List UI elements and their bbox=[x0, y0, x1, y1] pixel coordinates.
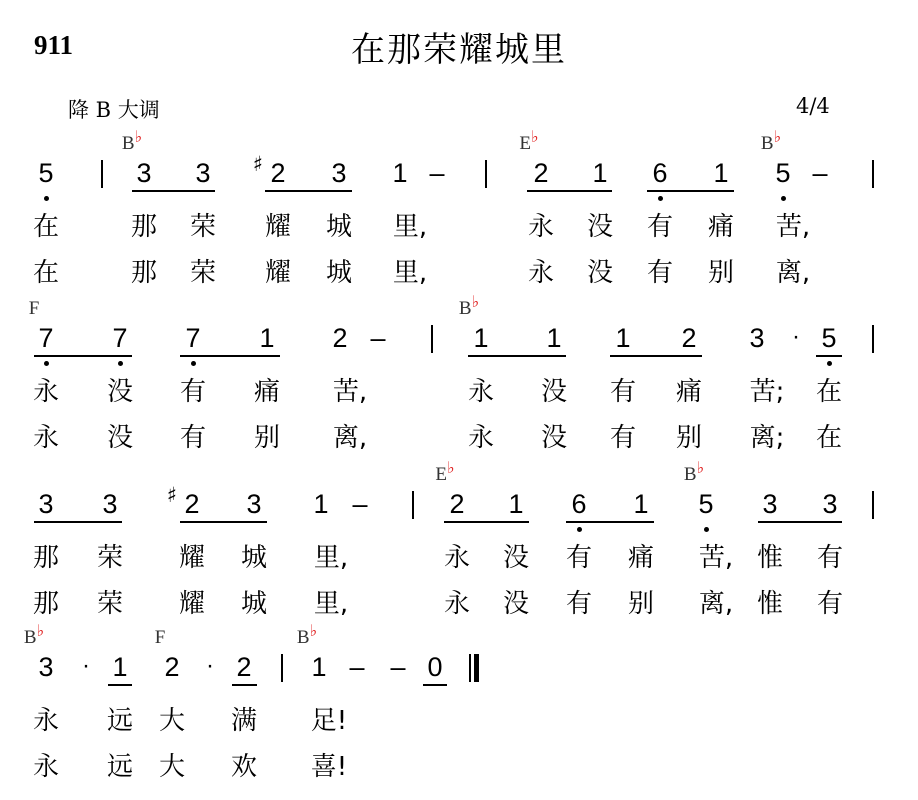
chord-root: B bbox=[23, 627, 37, 648]
lower-octave-dot bbox=[658, 196, 663, 201]
chord-symbol bbox=[435, 460, 455, 485]
beam-underline bbox=[34, 521, 122, 523]
lyric-verse-2: 没 bbox=[540, 423, 568, 453]
lyric-verse-2: 永 bbox=[32, 752, 60, 782]
chord-root: B bbox=[760, 133, 774, 154]
chord-root: B bbox=[296, 627, 310, 648]
lyric-verse-1: 永 bbox=[32, 377, 60, 407]
note: 1 bbox=[259, 323, 275, 353]
hold-dash: – bbox=[429, 158, 445, 188]
lyric-verse-2: 耀 bbox=[178, 589, 206, 619]
dotted-rhythm: · bbox=[792, 323, 800, 350]
hold-dash: – bbox=[812, 158, 828, 188]
lyric-verse-2: 有 bbox=[816, 589, 844, 619]
lyric-verse-1: 苦, bbox=[775, 212, 811, 242]
hold-dash: – bbox=[370, 323, 386, 353]
chord-symbol bbox=[121, 129, 143, 154]
bar-line bbox=[872, 160, 874, 188]
chord-root: B bbox=[458, 298, 472, 319]
chord-symbol bbox=[23, 623, 45, 648]
note: 3 bbox=[195, 158, 211, 188]
note: 3 bbox=[38, 489, 54, 519]
lyric-verse-1: 耀 bbox=[264, 212, 292, 242]
beam-underline bbox=[265, 190, 352, 192]
beam-underline bbox=[34, 355, 132, 357]
lower-octave-dot bbox=[44, 196, 49, 201]
lyric-verse-1: 苦; bbox=[749, 377, 785, 407]
note: 5 bbox=[38, 158, 54, 188]
note: 1 bbox=[713, 158, 729, 188]
lyric-verse-2: 别 bbox=[707, 258, 735, 288]
lyric-verse-1: 有 bbox=[646, 212, 674, 242]
chord-symbol bbox=[458, 294, 480, 319]
flat-sign: ♭ bbox=[531, 129, 539, 146]
lyric-verse-1: 没 bbox=[586, 212, 614, 242]
lyric-verse-2: 没 bbox=[106, 423, 134, 453]
sharp-sign: ♯ bbox=[166, 483, 178, 507]
chord-root: E bbox=[519, 133, 532, 154]
note: 7 bbox=[185, 323, 201, 353]
beam-underline bbox=[468, 355, 566, 357]
beam-underline bbox=[180, 521, 267, 523]
beam-underline bbox=[610, 355, 702, 357]
lyric-verse-2: 有 bbox=[646, 258, 674, 288]
lyric-verse-2: 荣 bbox=[189, 258, 217, 288]
lyric-verse-2: 远 bbox=[106, 752, 134, 782]
lyric-verse-1: 有 bbox=[565, 543, 593, 573]
beam-underline bbox=[527, 190, 612, 192]
chord-symbol bbox=[519, 129, 539, 154]
sharp-sign: ♯ bbox=[252, 152, 264, 176]
lyric-verse-1: 惟 bbox=[756, 543, 784, 573]
lyric-verse-2: 别 bbox=[627, 589, 655, 619]
lyric-verse-1: 永 bbox=[443, 543, 471, 573]
lyric-verse-2: 城 bbox=[325, 258, 353, 288]
dotted-rhythm: · bbox=[82, 652, 90, 679]
note: 1 bbox=[633, 489, 649, 519]
note: 6 bbox=[652, 158, 668, 188]
note: 3 bbox=[749, 323, 765, 353]
hold-dash: – bbox=[352, 489, 368, 519]
lower-octave-dot bbox=[191, 361, 196, 366]
lyric-verse-1: 痛 bbox=[253, 377, 281, 407]
beam-underline bbox=[180, 355, 280, 357]
lyric-verse-1: 永 bbox=[32, 706, 60, 736]
beam-underline bbox=[816, 355, 842, 357]
note: 2 bbox=[270, 158, 286, 188]
lyric-verse-1: 苦, bbox=[332, 377, 368, 407]
hymn-title: 在那荣耀城里 bbox=[351, 30, 567, 70]
lower-octave-dot bbox=[827, 361, 832, 366]
hold-dash: – bbox=[390, 652, 406, 682]
chord-root: B bbox=[683, 464, 697, 485]
lyric-verse-1: 荣 bbox=[96, 543, 124, 573]
lyric-verse-2: 在 bbox=[815, 423, 843, 453]
lyric-verse-1: 没 bbox=[106, 377, 134, 407]
lyric-verse-1: 耀 bbox=[178, 543, 206, 573]
key-signature: 降 B 大调 bbox=[68, 98, 160, 122]
chord-symbol bbox=[29, 299, 40, 318]
chord-root: E bbox=[435, 464, 448, 485]
bar-line bbox=[872, 491, 874, 519]
dotted-rhythm: · bbox=[206, 652, 214, 679]
lyric-verse-2: 永 bbox=[467, 423, 495, 453]
note: 7 bbox=[112, 323, 128, 353]
bar-line bbox=[281, 654, 283, 682]
lyric-verse-1: 荣 bbox=[189, 212, 217, 242]
flat-sign: ♭ bbox=[696, 460, 705, 477]
note: 5 bbox=[775, 158, 791, 188]
bar-line bbox=[872, 325, 874, 353]
beam-underline bbox=[132, 190, 215, 192]
bar-line bbox=[431, 325, 433, 353]
lyric-verse-1: 远 bbox=[106, 706, 134, 736]
lyric-verse-2: 永 bbox=[32, 423, 60, 453]
chord-root: F bbox=[154, 627, 166, 648]
lyric-verse-2: 有 bbox=[179, 423, 207, 453]
note: 5 bbox=[698, 489, 714, 519]
lyric-verse-2: 没 bbox=[502, 589, 530, 619]
lyric-verse-2: 那 bbox=[32, 589, 60, 619]
note: 3 bbox=[822, 489, 838, 519]
lyric-verse-1: 那 bbox=[130, 212, 158, 242]
lyric-verse-2: 没 bbox=[586, 258, 614, 288]
time-signature: 4/4 bbox=[796, 94, 830, 118]
lyric-verse-2: 耀 bbox=[264, 258, 292, 288]
lyric-verse-1: 满 bbox=[230, 706, 258, 736]
flat-sign: ♭ bbox=[471, 294, 480, 311]
lyric-verse-1: 没 bbox=[540, 377, 568, 407]
lyric-verse-2: 离, bbox=[698, 589, 734, 619]
note: 3 bbox=[762, 489, 778, 519]
note: 2 bbox=[164, 652, 180, 682]
lyric-verse-1: 有 bbox=[179, 377, 207, 407]
lyric-verse-2: 有 bbox=[565, 589, 593, 619]
lyric-verse-2: 大 bbox=[158, 752, 186, 782]
chord-root: B bbox=[121, 133, 135, 154]
lyric-verse-1: 城 bbox=[325, 212, 353, 242]
lyric-verse-1: 永 bbox=[467, 377, 495, 407]
flat-sign: ♭ bbox=[309, 623, 318, 640]
lyric-verse-2: 荣 bbox=[96, 589, 124, 619]
lyric-verse-1: 永 bbox=[527, 212, 555, 242]
lower-octave-dot bbox=[704, 527, 709, 532]
lyric-verse-2: 离, bbox=[332, 423, 368, 453]
lyric-verse-1: 里, bbox=[313, 543, 349, 573]
bar-line bbox=[485, 160, 487, 188]
lyric-verse-2: 永 bbox=[443, 589, 471, 619]
note: 1 bbox=[112, 652, 128, 682]
note: 0 bbox=[427, 652, 443, 682]
beam-underline bbox=[444, 521, 529, 523]
chord-symbol bbox=[760, 129, 782, 154]
lyric-verse-2: 在 bbox=[32, 258, 60, 288]
note: 5 bbox=[821, 323, 837, 353]
flat-sign: ♭ bbox=[36, 623, 45, 640]
lyric-verse-2: 城 bbox=[240, 589, 268, 619]
flat-sign: ♭ bbox=[134, 129, 143, 146]
lyric-verse-1: 苦, bbox=[698, 543, 734, 573]
lyric-verse-2: 欢 bbox=[230, 752, 258, 782]
lyric-verse-2: 别 bbox=[675, 423, 703, 453]
beam-underline bbox=[758, 521, 842, 523]
bar-line bbox=[412, 491, 414, 519]
lyric-verse-1: 那 bbox=[32, 543, 60, 573]
lyric-verse-1: 城 bbox=[240, 543, 268, 573]
note: 2 bbox=[681, 323, 697, 353]
lyric-verse-1: 在 bbox=[32, 212, 60, 242]
note: 3 bbox=[331, 158, 347, 188]
beam-underline bbox=[232, 684, 257, 686]
note: 2 bbox=[533, 158, 549, 188]
chord-symbol bbox=[155, 628, 166, 647]
note: 1 bbox=[311, 652, 327, 682]
lyric-verse-2: 那 bbox=[130, 258, 158, 288]
lyric-verse-1: 有 bbox=[609, 377, 637, 407]
beam-underline bbox=[566, 521, 654, 523]
note: 1 bbox=[615, 323, 631, 353]
beam-underline bbox=[423, 684, 447, 686]
note: 3 bbox=[136, 158, 152, 188]
note: 2 bbox=[332, 323, 348, 353]
lyric-verse-2: 有 bbox=[609, 423, 637, 453]
note: 1 bbox=[508, 489, 524, 519]
final-bar-thin bbox=[469, 654, 471, 682]
note: 1 bbox=[313, 489, 329, 519]
note: 2 bbox=[184, 489, 200, 519]
final-bar-thick bbox=[474, 654, 479, 682]
lyric-verse-2: 离; bbox=[749, 423, 785, 453]
lyric-verse-1: 有 bbox=[816, 543, 844, 573]
flat-sign: ♭ bbox=[773, 129, 782, 146]
lyric-verse-2: 喜! bbox=[310, 752, 348, 782]
beam-underline bbox=[647, 190, 734, 192]
lyric-verse-1: 大 bbox=[158, 706, 186, 736]
note: 2 bbox=[449, 489, 465, 519]
bar-line bbox=[101, 160, 103, 188]
note: 3 bbox=[246, 489, 262, 519]
lyric-verse-1: 痛 bbox=[627, 543, 655, 573]
lower-octave-dot bbox=[781, 196, 786, 201]
lyric-verse-1: 没 bbox=[502, 543, 530, 573]
lyric-verse-1: 里, bbox=[392, 212, 428, 242]
beam-underline bbox=[108, 684, 132, 686]
note: 1 bbox=[592, 158, 608, 188]
lyric-verse-1: 在 bbox=[815, 377, 843, 407]
note: 6 bbox=[571, 489, 587, 519]
lyric-verse-1: 痛 bbox=[675, 377, 703, 407]
note: 1 bbox=[473, 323, 489, 353]
chord-symbol bbox=[683, 460, 705, 485]
note: 1 bbox=[392, 158, 408, 188]
note: 7 bbox=[38, 323, 54, 353]
lyric-verse-2: 里, bbox=[313, 589, 349, 619]
lyric-verse-1: 痛 bbox=[707, 212, 735, 242]
lyric-verse-2: 离, bbox=[775, 258, 811, 288]
note: 1 bbox=[546, 323, 562, 353]
lyric-verse-2: 别 bbox=[253, 423, 281, 453]
chord-root: F bbox=[28, 298, 40, 319]
note: 3 bbox=[38, 652, 54, 682]
lower-octave-dot bbox=[118, 361, 123, 366]
hymn-number: 911 bbox=[34, 30, 74, 60]
lower-octave-dot bbox=[577, 527, 582, 532]
chord-symbol bbox=[296, 623, 318, 648]
note: 3 bbox=[102, 489, 118, 519]
hold-dash: – bbox=[349, 652, 365, 682]
lyric-verse-2: 里, bbox=[392, 258, 428, 288]
lower-octave-dot bbox=[44, 361, 49, 366]
lyric-verse-1: 足! bbox=[310, 706, 348, 736]
note: 2 bbox=[236, 652, 252, 682]
lyric-verse-2: 永 bbox=[527, 258, 555, 288]
lyric-verse-2: 惟 bbox=[756, 589, 784, 619]
flat-sign: ♭ bbox=[447, 460, 455, 477]
